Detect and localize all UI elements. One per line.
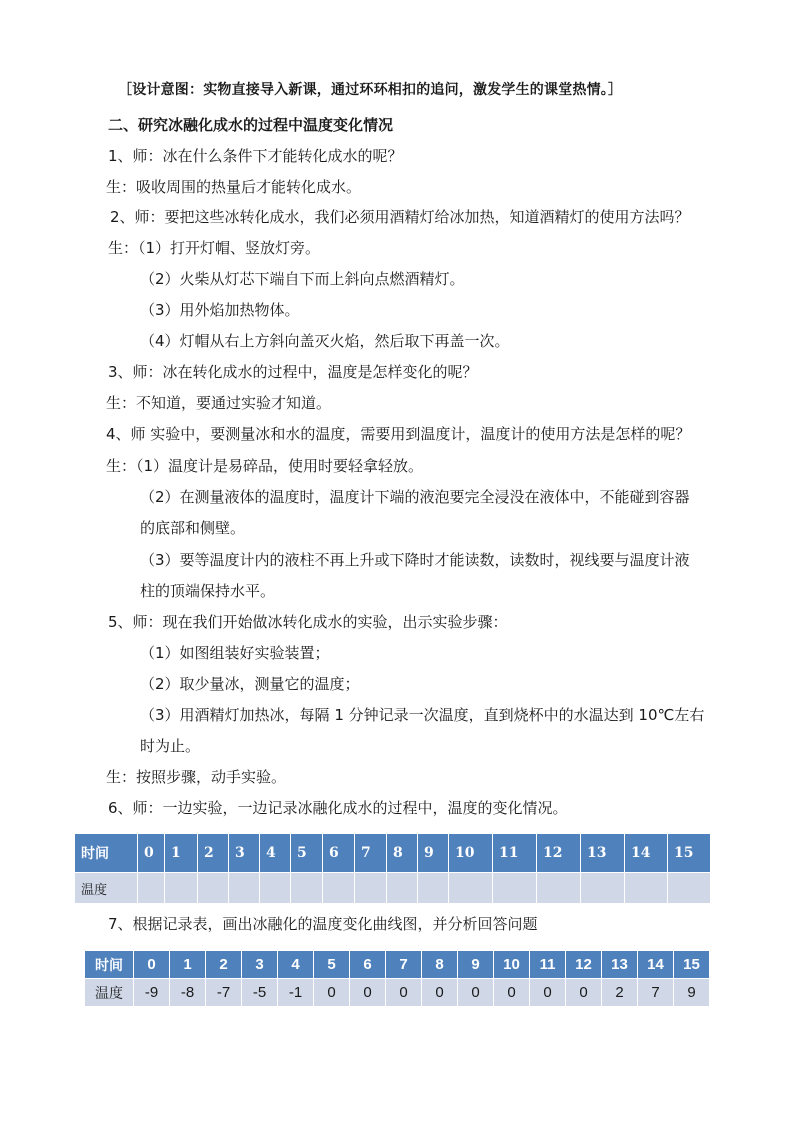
time-cell: 15 xyxy=(668,834,711,873)
blank-record-table xyxy=(74,833,711,904)
temperature-cell[interactable] xyxy=(418,873,449,904)
student-answer-4-step-2: （2）在测量液体的温度时，温度计下端的液泡要完全浸没在液体中，不能碰到容器 xyxy=(140,488,690,506)
time-cell: 13 xyxy=(581,834,625,873)
time-cell: 3 xyxy=(229,834,260,873)
time-cell: 12 xyxy=(566,951,602,979)
teacher-question-2: 2、师：要把这些冰转化成水，我们必须用酒精灯给冰加热，知道酒精灯的使用方法吗？ xyxy=(110,208,690,226)
experiment-step-3-cont: 时为止。 xyxy=(140,737,201,755)
time-cell: 0 xyxy=(134,951,170,979)
teacher-question-4: 4、师 实验中，要测量冰和水的温度，需要用到温度计，温度计的使用方法是怎样的呢？ xyxy=(106,425,691,443)
student-answer-2-step-4: （4）灯帽从右上方斜向盖灭火焰，然后取下再盖一次。 xyxy=(140,332,510,350)
temperature-cell: -7 xyxy=(206,979,242,1007)
temperature-cell[interactable] xyxy=(625,873,668,904)
time-header: 时间 xyxy=(75,834,138,873)
student-answer-3: 生：不知道，要通过实验才知道。 xyxy=(106,394,332,412)
temperature-cell: -1 xyxy=(278,979,314,1007)
temperature-cell: 7 xyxy=(638,979,674,1007)
temperature-cell[interactable] xyxy=(198,873,229,904)
time-cell: 6 xyxy=(323,834,355,873)
temperature-cell[interactable] xyxy=(291,873,323,904)
temperature-header: 温度 xyxy=(85,979,134,1007)
student-answer-2-step-2: （2）火柴从灯芯下端自下而上斜向点燃酒精灯。 xyxy=(140,270,465,288)
temperature-cell: 0 xyxy=(566,979,602,1007)
time-cell: 14 xyxy=(638,951,674,979)
temperature-cell[interactable] xyxy=(260,873,291,904)
temperature-cell: 2 xyxy=(602,979,638,1007)
time-cell: 0 xyxy=(138,834,165,873)
time-cell: 3 xyxy=(242,951,278,979)
temperature-cell[interactable] xyxy=(668,873,711,904)
student-answer-5: 生：按照步骤，动手实验。 xyxy=(106,768,287,786)
temperature-cell[interactable] xyxy=(165,873,198,904)
temperature-cell[interactable] xyxy=(229,873,260,904)
temperature-cell: 0 xyxy=(350,979,386,1007)
teacher-question-3: 3、师：冰在转化成水的过程中，温度是怎样变化的呢？ xyxy=(108,363,478,381)
teacher-question-6: 6、师：一边实验，一边记录冰融化成水的过程中，温度的变化情况。 xyxy=(108,799,568,817)
temperature-cell: 0 xyxy=(530,979,566,1007)
time-cell: 8 xyxy=(422,951,458,979)
temperature-cell[interactable] xyxy=(355,873,387,904)
temperature-cell[interactable] xyxy=(493,873,537,904)
temperature-row xyxy=(75,873,711,904)
temperature-cell: 9 xyxy=(674,979,710,1007)
temperature-cell: -8 xyxy=(170,979,206,1007)
temperature-cell: 0 xyxy=(386,979,422,1007)
time-cell: 15 xyxy=(674,951,710,979)
student-answer-2-step-1: 生：（1）打开灯帽、竖放灯旁。 xyxy=(108,239,321,257)
temperature-cell[interactable] xyxy=(323,873,355,904)
time-cell: 4 xyxy=(260,834,291,873)
experiment-step-1: （1）如图组装好实验装置； xyxy=(140,644,330,662)
time-cell: 11 xyxy=(530,951,566,979)
teacher-question-5: 5、师：现在我们开始做冰转化成水的实验，出示实验步骤： xyxy=(108,613,508,631)
time-cell: 1 xyxy=(165,834,198,873)
experiment-step-3: （3）用酒精灯加热冰，每隔 1 分钟记录一次温度，直到烧杯中的水温达到 10℃左右 xyxy=(140,706,705,724)
recorded-data-table xyxy=(84,950,710,1007)
temperature-header: 温度 xyxy=(75,873,138,904)
temperature-cell: -5 xyxy=(242,979,278,1007)
experiment-step-2: （2）取少量冰，测量它的温度； xyxy=(140,675,360,693)
time-cell: 10 xyxy=(449,834,493,873)
time-cell: 6 xyxy=(350,951,386,979)
section-title: 二、研究冰融化成水的过程中温度变化情况 xyxy=(108,116,394,134)
time-cell: 2 xyxy=(206,951,242,979)
time-row xyxy=(85,951,710,979)
temperature-cell[interactable] xyxy=(537,873,581,904)
time-cell: 2 xyxy=(198,834,229,873)
time-cell: 9 xyxy=(418,834,449,873)
temperature-cell[interactable] xyxy=(138,873,165,904)
temperature-cell[interactable] xyxy=(387,873,418,904)
time-cell: 4 xyxy=(278,951,314,979)
student-answer-2-step-3: （3）用外焰加热物体。 xyxy=(140,301,300,319)
temperature-cell: 0 xyxy=(422,979,458,1007)
time-cell: 13 xyxy=(602,951,638,979)
time-header: 时间 xyxy=(85,951,134,979)
time-row xyxy=(75,834,711,873)
time-cell: 1 xyxy=(170,951,206,979)
temperature-cell[interactable] xyxy=(449,873,493,904)
teacher-question-1: 1、师：冰在什么条件下才能转化成水的呢？ xyxy=(108,147,403,165)
temperature-row xyxy=(85,979,710,1007)
instruction-7: 7、根据记录表，画出冰融化的温度变化曲线图，并分析回答问题 xyxy=(108,915,538,933)
time-cell: 7 xyxy=(386,951,422,979)
temperature-cell: -9 xyxy=(134,979,170,1007)
temperature-cell: 0 xyxy=(458,979,494,1007)
student-answer-4-step-1: 生：（1）温度计是易碎品，使用时要轻拿轻放。 xyxy=(106,457,424,475)
time-cell: 7 xyxy=(355,834,387,873)
temperature-cell: 0 xyxy=(314,979,350,1007)
time-cell: 12 xyxy=(537,834,581,873)
time-cell: 5 xyxy=(291,834,323,873)
time-cell: 11 xyxy=(493,834,537,873)
time-cell: 8 xyxy=(387,834,418,873)
temperature-cell[interactable] xyxy=(581,873,625,904)
time-cell: 10 xyxy=(494,951,530,979)
student-answer-4-step-3-cont: 柱的顶端保持水平。 xyxy=(140,582,276,600)
time-cell: 5 xyxy=(314,951,350,979)
student-answer-4-step-3: （3）要等温度计内的液柱不再上升或下降时才能读数，读数时，视线要与温度计液 xyxy=(140,551,690,569)
temperature-cell: 0 xyxy=(494,979,530,1007)
student-answer-1: 生：吸收周围的热量后才能转化成水。 xyxy=(106,178,362,196)
time-cell: 9 xyxy=(458,951,494,979)
student-answer-4-step-2-cont: 的底部和侧壁。 xyxy=(140,519,246,537)
design-intent-note: ［设计意图：实物直接导入新课，通过环环相扣的追问，激发学生的课堂热情。］ xyxy=(118,82,623,98)
time-cell: 14 xyxy=(625,834,668,873)
